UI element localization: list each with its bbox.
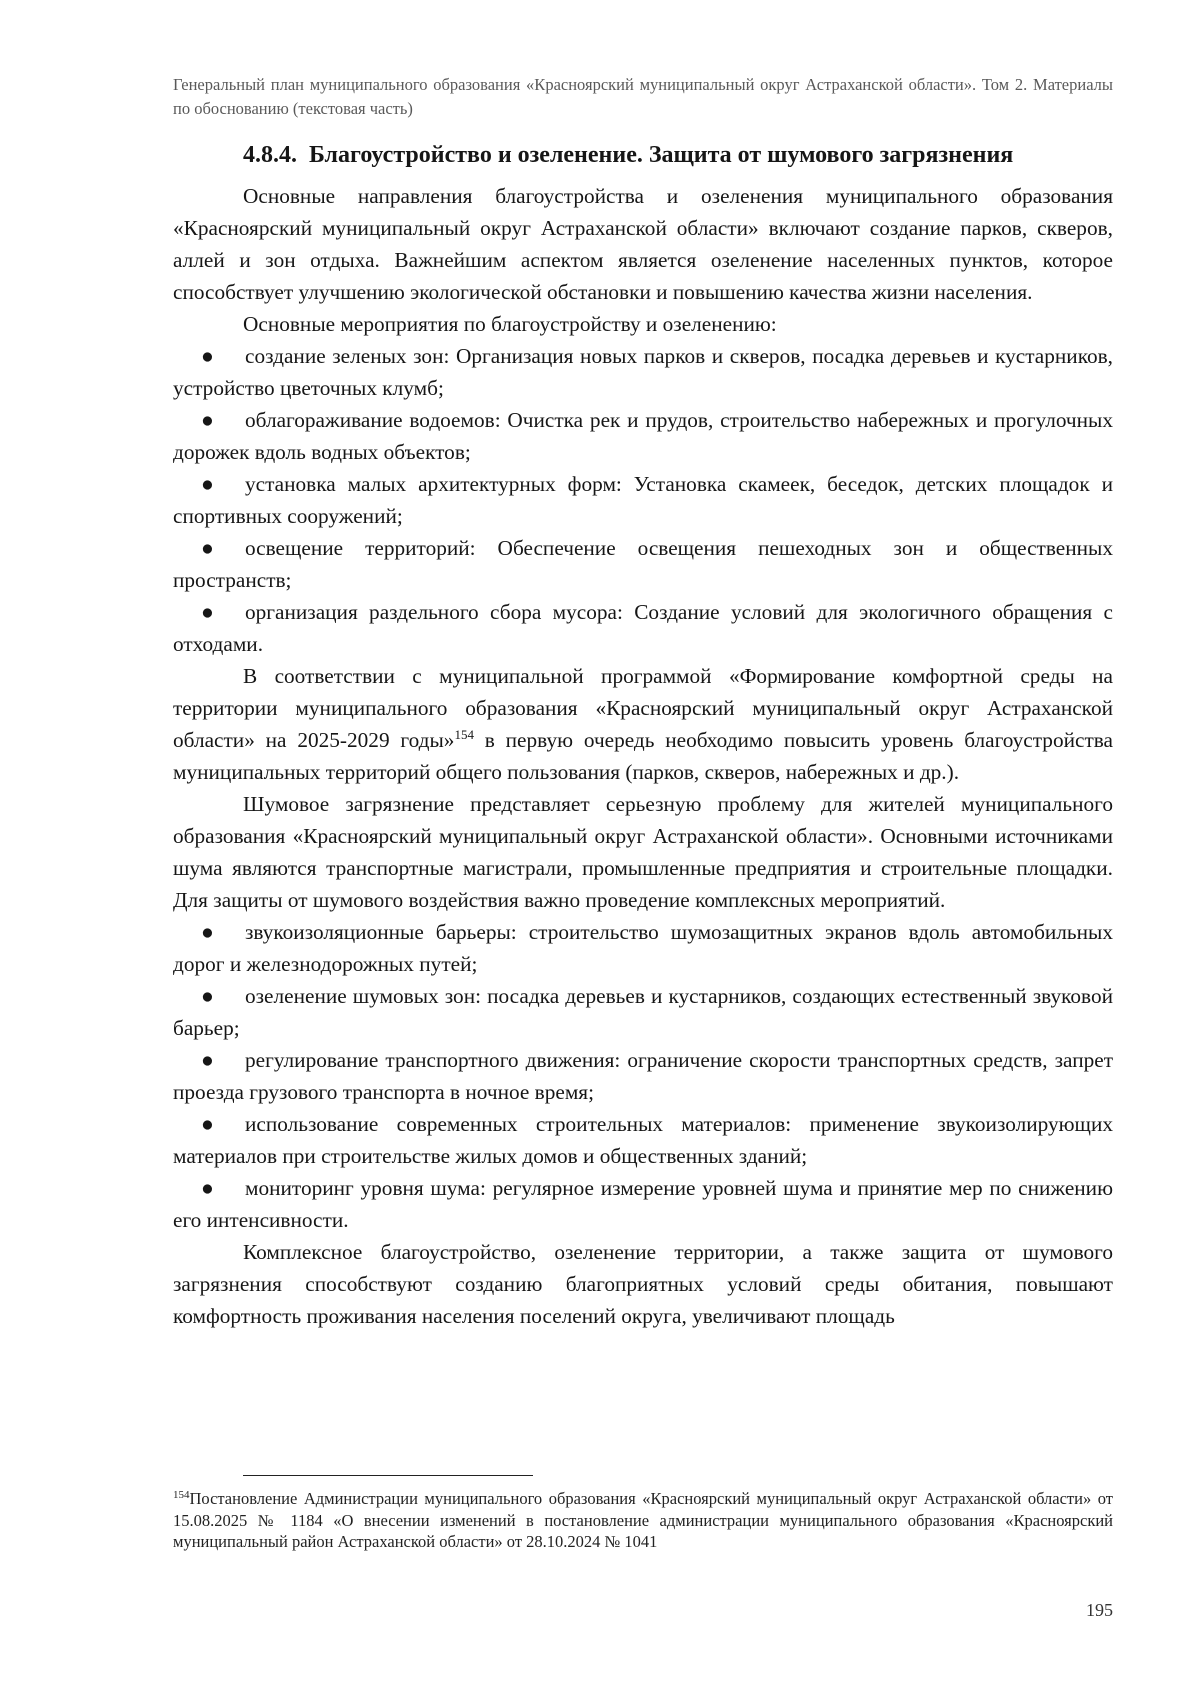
section-number: 4.8.4. <box>243 142 297 168</box>
bullet-item <box>173 532 1113 596</box>
paragraph: Шумовое загрязнение представляет серьезную проблему для жителей муниципального образования «Красноярский муниципальный округ Астраханской области». Основными источниками шума являются транспортные магистрали, промышленные предприятия и строительные площадки. Для защиты от шумового воздействия важно проведение комплексных мероприятий. <box>173 792 1113 912</box>
bullet-item <box>173 596 1113 660</box>
paragraph: Основные направления благоустройства и озеленения муниципального образования «Красноярский муниципальный округ Астраханской области» включают создание парков, скверов, аллей и зон отдыха. Важнейшим аспектом является озеленение населенных пунктов, которое способствует улучшению экологической обстановки и повышению качества жизни населения. <box>173 184 1113 304</box>
bullet-item <box>173 468 1113 532</box>
bullet-item <box>173 404 1113 468</box>
bullet-text: регулирование транспортного движения: ограничение скорости транспортных средств, запрет проезда грузового транспорта в ночное время; <box>173 1048 1113 1104</box>
bullet-marker: ● <box>201 1112 214 1136</box>
footnote-number: 154 <box>173 1489 190 1501</box>
bullet-marker: ● <box>201 984 214 1008</box>
bullet-marker: ● <box>201 536 214 560</box>
bullet-item <box>173 1044 1113 1108</box>
bullet-marker: ● <box>201 344 214 368</box>
bullet-marker: ● <box>201 920 214 944</box>
bullet-item <box>173 980 1113 1044</box>
bullet-text: мониторинг уровня шума: регулярное измерение уровней шума и принятие мер по снижению его интенсивности. <box>173 1176 1113 1232</box>
page-content <box>173 73 1113 1332</box>
paragraph <box>173 660 1113 788</box>
paragraph: Основные мероприятия по благоустройству и озеленению: <box>243 312 777 336</box>
paragraph: Комплексное благоустройство, озеленение территории, а также защита от шумового загрязнения способствуют созданию благоприятных условий среды обитания, повышают комфортность проживания населения поселений округа, увеличивают площадь <box>173 1240 1113 1328</box>
paragraph-text: В соответствии с муниципальной программой «Формирование комфортной среды на территории муниципального образования «Красноярский муниципальный округ Астраханской области» на 2025-2029 годы» <box>173 664 1113 752</box>
bullet-item <box>173 1108 1113 1172</box>
page-number: 195 <box>1086 1600 1113 1620</box>
bullet-text: освещение территорий: Обеспечение освещения пешеходных зон и общественных пространств; <box>173 536 1113 592</box>
section-heading <box>173 137 1113 174</box>
bullet-item <box>173 916 1113 980</box>
footnote-text: Постановление Администрации муниципального образования «Красноярский муниципальный округ Астраханской области» от 15.08.2025 № 1184 «О внесении изменений в постановление администрации муниципального образования «Красноярский муниципальный район Астраханской области» от 28.10.2024 № 1041 <box>173 1489 1113 1551</box>
bullet-item <box>173 1172 1113 1236</box>
bullet-text: организация раздельного сбора мусора: Создание условий для экологичного обращения с отходами. <box>173 600 1113 656</box>
bullet-marker: ● <box>201 1048 214 1072</box>
bullet-text: установка малых архитектурных форм: Установка скамеек, беседок, детских площадок и спортивных сооружений; <box>173 472 1113 528</box>
bullet-item <box>173 340 1113 404</box>
bullet-text: звукоизоляционные барьеры: строительство шумозащитных экранов вдоль автомобильных дорог и железнодорожных путей; <box>173 920 1113 976</box>
bullet-text: облагораживание водоемов: Очистка рек и прудов, строительство набережных и прогулочных дорожек вдоль водных объектов; <box>173 408 1113 464</box>
bullet-marker: ● <box>201 1176 214 1200</box>
section-title: Благоустройство и озеленение. Защита от шумового загрязнения <box>309 142 1014 168</box>
running-header: Генеральный план муниципального образования «Красноярский муниципальный округ Астраханской области». Том 2. Материалы по обоснованию (текстовая часть) <box>173 75 1113 118</box>
bullet-text: озеленение шумовых зон: посадка деревьев и кустарников, создающих естественный звуковой барьер; <box>173 984 1113 1040</box>
bullet-text: использование современных строительных материалов: применение звукоизолирующих материалов при строительстве жилых домов и общественных зданий; <box>173 1112 1113 1168</box>
bullet-marker: ● <box>201 472 214 496</box>
bullet-marker: ● <box>201 408 214 432</box>
footnote <box>173 1488 1113 1553</box>
paragraph-text: в первую очередь необходимо повысить уровень благоустройства муниципальных территорий общего пользования (парков, скверов, набережных и др.). <box>173 728 1113 784</box>
footnote-separator <box>243 1475 533 1476</box>
bullet-marker: ● <box>201 600 214 624</box>
bullet-text: создание зеленых зон: Организация новых парков и скверов, посадка деревьев и кустарников, устройство цветочных клумб; <box>173 344 1113 400</box>
footnote-reference[interactable]: 154 <box>454 727 474 742</box>
